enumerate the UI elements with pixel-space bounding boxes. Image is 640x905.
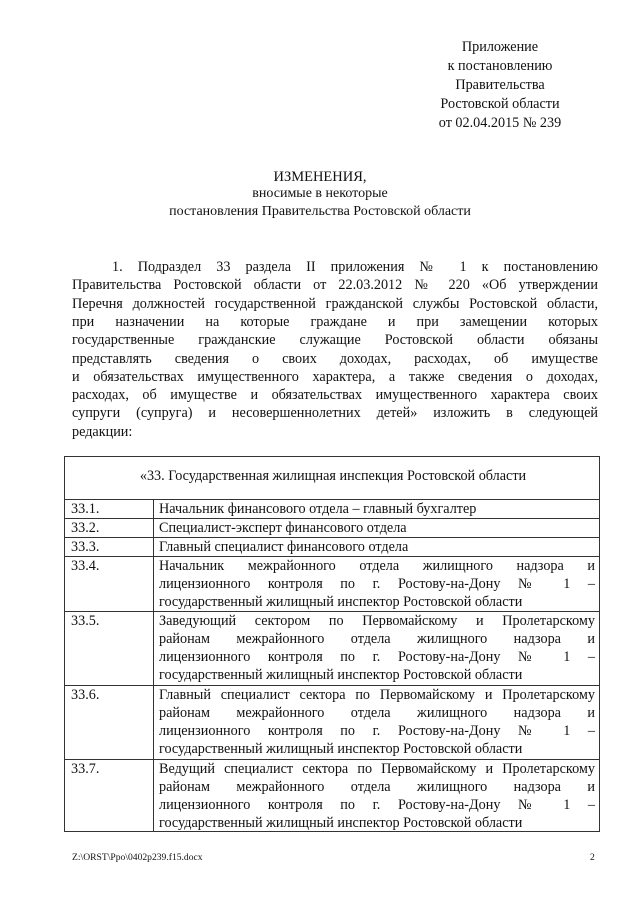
paragraph-line: государственные гражданские служащие Ростовской области обязаны bbox=[72, 332, 598, 349]
paragraph-line: и обязательствах имущественного характера, а также сведения о доходах, bbox=[72, 368, 598, 385]
annex-stamp bbox=[430, 38, 570, 133]
footer-file-path: Z:\ORST\Ppo\0402p239.f15.docx bbox=[72, 852, 203, 863]
page-number: 2 bbox=[590, 852, 595, 863]
annex-line: к постановлению bbox=[447, 58, 553, 74]
row-text-line: лицензионного контроля по г. Ростову-на-Дону № 1 – bbox=[159, 723, 595, 739]
paragraph-line: расходах, об имуществе и обязательствах имущественного характера своих bbox=[72, 387, 598, 404]
table-row bbox=[159, 686, 595, 759]
document-subheading: постановления Правительства Ростовской области bbox=[169, 204, 471, 219]
row-text-line: государственный жилищный инспектор Ростовской области bbox=[159, 741, 523, 757]
row-number: 33.4. bbox=[71, 558, 100, 574]
row-text-line: районам межрайонного отдела жилищного надзора и bbox=[159, 779, 595, 795]
document-subheading: вносимые в некоторые bbox=[252, 186, 388, 201]
table-row bbox=[159, 500, 595, 519]
table-row bbox=[159, 557, 595, 611]
paragraph-line: Перечня должностей государственной гражданской службы Ростовской области, bbox=[72, 295, 598, 312]
paragraph-line: 1. Подраздел 33 раздела II приложения № 1 к постановлению bbox=[112, 259, 598, 275]
row-text-line: лицензионного контроля по г. Ростову-на-Дону № 1 – bbox=[159, 797, 595, 813]
row-number: 33.2. bbox=[71, 520, 100, 536]
table-row bbox=[159, 519, 595, 538]
annex-line: от 02.04.2015 № 239 bbox=[438, 115, 562, 131]
table-row bbox=[159, 612, 595, 685]
annex-line: Ростовской области bbox=[440, 96, 560, 112]
annex-line: Правительства bbox=[455, 77, 545, 93]
row-text-line: Ведущий специалист сектора по Первомайскому и Пролетарскому bbox=[159, 761, 595, 777]
row-number: 33.6. bbox=[71, 687, 100, 703]
paragraph-line: при назначении на которые граждане и при замещении которых bbox=[72, 313, 598, 330]
positions-table bbox=[64, 456, 600, 832]
table-row bbox=[159, 760, 595, 833]
table-column-divider bbox=[153, 499, 154, 831]
row-text-line: лицензионного контроля по г. Ростову-на-Дону № 1 – bbox=[159, 649, 595, 665]
row-number: 33.3. bbox=[71, 539, 100, 555]
body-paragraph bbox=[72, 258, 598, 448]
row-text-line: лицензионного контроля по г. Ростову-на-Дону № 1 – bbox=[159, 576, 595, 592]
row-text-line: Заведующий сектором по Первомайскому и Пролетарскому bbox=[159, 613, 595, 629]
row-text-line: государственный жилищный инспектор Ростовской области bbox=[159, 815, 523, 831]
table-caption: «33. Государственная жилищная инспекция Ростовской области bbox=[139, 468, 527, 484]
paragraph-line: Правительства Ростовской области от 22.03.2012 № 220 «Об утверждении bbox=[72, 277, 598, 294]
table-row bbox=[159, 538, 595, 557]
row-text-line: Специалист-эксперт финансового отдела bbox=[159, 520, 407, 536]
row-text-line: районам межрайонного отдела жилищного надзора и bbox=[159, 631, 595, 647]
row-text-line: Главный специалист финансового отдела bbox=[159, 539, 409, 555]
paragraph-line: редакции: bbox=[72, 423, 133, 440]
document-heading: ИЗМЕНЕНИЯ, bbox=[273, 169, 367, 185]
paragraph-line: супруги (супруга) и несовершеннолетних детей» изложить в следующей bbox=[72, 405, 598, 422]
row-number: 33.1. bbox=[71, 501, 100, 517]
row-text-line: районам межрайонного отдела жилищного надзора и bbox=[159, 705, 595, 721]
row-number: 33.5. bbox=[71, 613, 100, 629]
row-text-line: Главный специалист сектора по Первомайскому и Пролетарскому bbox=[159, 687, 595, 703]
row-text-line: государственный жилищный инспектор Ростовской области bbox=[159, 594, 523, 610]
row-text-line: государственный жилищный инспектор Ростовской области bbox=[159, 667, 523, 683]
row-text-line: Начальник финансового отдела – главный бухгалтер bbox=[159, 501, 477, 517]
row-number: 33.7. bbox=[71, 761, 100, 777]
annex-line: Приложение bbox=[461, 39, 539, 55]
paragraph-line: представлять сведения о своих доходах, расходах, об имуществе bbox=[72, 350, 598, 367]
row-text-line: Начальник межрайонного отдела жилищного надзора и bbox=[159, 558, 595, 574]
